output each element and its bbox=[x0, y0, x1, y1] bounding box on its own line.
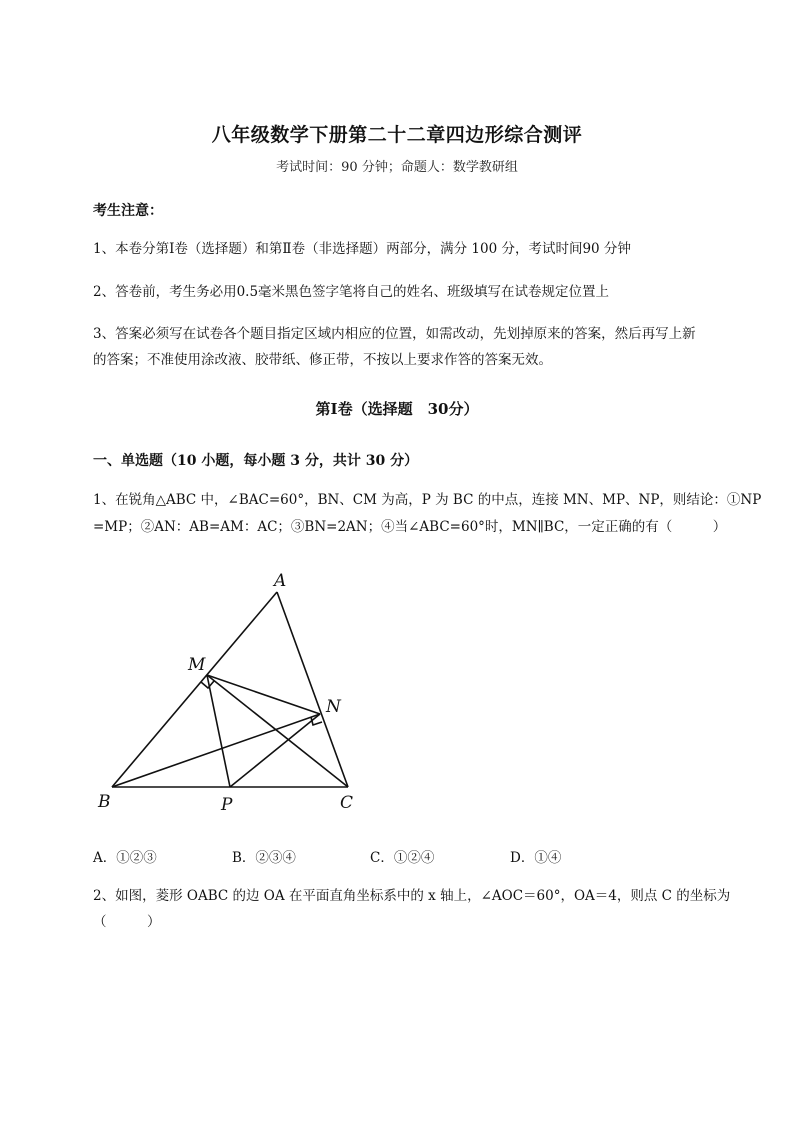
part-one-heading: 一、单选题（10 小题，每小题 3 分，共计 30 分） bbox=[93, 453, 419, 469]
choice-b[interactable]: B．②③④ bbox=[232, 850, 296, 866]
notice-item-1: 1、本卷分第Ⅰ卷（选择题）和第Ⅱ卷（非选择题）两部分，满分 100 分，考试时间90 分钟 bbox=[93, 241, 631, 257]
question-1-choices bbox=[0, 846, 794, 870]
choice-c[interactable]: C．①②④ bbox=[370, 850, 435, 866]
notice-item-2: 2、答卷前，考生务必用0.5毫米黑色签字笔将自己的姓名、班级填写在试卷规定位置上 bbox=[93, 284, 610, 300]
label-b: B bbox=[98, 792, 111, 812]
choice-d[interactable]: D．①④ bbox=[510, 850, 562, 866]
notice-item-3-line-1: 3、答案必须写在试卷各个题目指定区域内相应的位置，如需改动，先划掉原来的答案，然后再写上新 bbox=[93, 326, 696, 342]
question-2-line-1: 2、如图，菱形 OABC 的边 OA 在平面直角坐标系中的 x 轴上，∠AOC＝60°，OA＝4，则点 C 的坐标为 bbox=[93, 888, 731, 904]
side-ac bbox=[277, 592, 348, 787]
triangle-figure bbox=[90, 560, 380, 820]
label-p: P bbox=[221, 795, 233, 815]
page-title: 八年级数学下册第二十二章四边形综合测评 bbox=[211, 124, 583, 146]
question-2-line-2: （ ） bbox=[93, 914, 161, 930]
notice-heading: 考生注意： bbox=[93, 203, 163, 219]
segment-mp bbox=[207, 675, 230, 787]
question-1-line-1: 1、在锐角△ABC 中，∠BAC=60°，BN、CM 为高，P 为 BC 的中点，连接 MN、MP、NP，则结论：①NP bbox=[93, 492, 762, 508]
question-1-line-2: =MP；②AN：AB=AM：AC；③BN=2AN；④当∠ABC=60°时，MN∥BC，一定正确的有（ ） bbox=[93, 519, 727, 535]
triangle-lines bbox=[112, 592, 348, 787]
segment-mn bbox=[207, 675, 320, 714]
label-a: A bbox=[274, 571, 287, 591]
label-c: C bbox=[340, 793, 354, 813]
right-angle-mark-m bbox=[201, 681, 214, 688]
notice-item-3-line-2: 的答案；不准使用涂改液、胶带纸、修正带，不按以上要求作答的答案无效。 bbox=[93, 352, 552, 368]
exam-info: 考试时间：90 分钟；命题人：数学教研组 bbox=[276, 160, 518, 175]
segment-np bbox=[230, 714, 320, 787]
label-m: M bbox=[188, 655, 206, 675]
label-n: N bbox=[326, 697, 341, 717]
right-angle-mark-n bbox=[311, 717, 322, 725]
section-title: 第Ⅰ卷（选择题 30分） bbox=[315, 400, 479, 418]
choice-a[interactable]: A．①②③ bbox=[93, 850, 157, 866]
